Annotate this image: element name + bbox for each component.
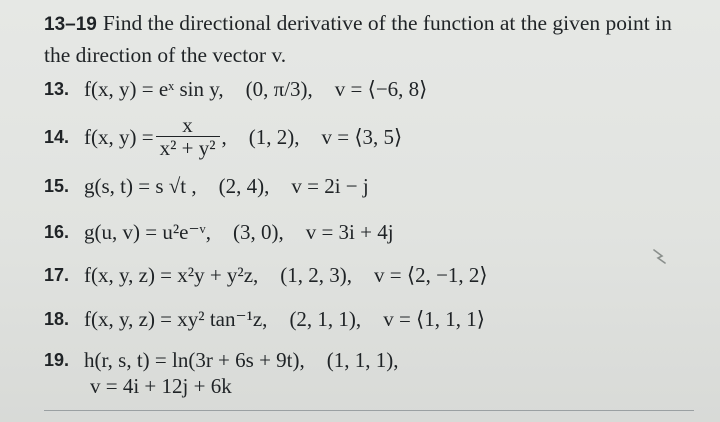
function-expression: g(u, v) = u²e⁻ᵛ, [84,220,211,244]
exercise-range: 13–19 [44,14,97,35]
page-divider [44,410,694,411]
point: (0, π/3), [245,77,313,101]
problem-number: 13. [44,79,70,99]
problem-number: 14. [44,126,70,147]
function-expression-lhs: f(x, y) = [84,124,154,149]
problem-number: 17. [44,265,70,285]
problem-16 [44,219,394,245]
direction-vector: v = ⟨2, −1, 2⟩ [374,263,488,287]
problem-number: 15. [44,176,70,196]
fraction [156,114,220,159]
point: (1, 1, 1), [326,348,399,372]
point: (3, 0), [232,220,284,244]
problem-13 [44,76,427,102]
problem-18 [44,306,485,332]
function-expression: g(s, t) = s √t , [84,174,197,198]
problem-19-vector: v = 4i + 12j + 6k [90,374,232,398]
point: (1, 2), [248,124,300,149]
problem-number: 16. [44,222,70,242]
point: (2, 4), [218,174,270,198]
function-expression: f(x, y) = eˣ sin y, [84,77,224,101]
point: (1, 2, 3), [280,263,353,287]
direction-vector: v = ⟨1, 1, 1⟩ [383,307,485,331]
problem-19 [44,347,399,373]
direction-vector: v = 2i − j [291,174,369,198]
function-expression: f(x, y, z) = xy² tan⁻¹z, [84,307,268,331]
exercise-instructions: Find the directional derivative of the function at the given point in the direction of the vector v. [44,11,672,67]
fraction-denominator: x² + y² [156,136,220,159]
direction-vector: v = ⟨−6, 8⟩ [334,77,428,101]
point: (2, 1, 1), [289,307,362,331]
direction-vector: v = 3i + 4j [305,220,394,244]
fraction-numerator: x [182,113,193,137]
fraction-tail: , [221,124,227,149]
function-expression: h(r, s, t) = ln(3r + 6s + 9t), [84,348,305,372]
pen-mark-icon [650,244,670,268]
exercise-heading [44,8,684,70]
problem-17 [44,262,488,288]
problem-number: 19. [44,350,70,370]
function-expression: f(x, y, z) = x²y + y²z, [84,263,259,287]
problem-15 [44,173,369,199]
problem-14 [44,114,402,159]
direction-vector: v = ⟨3, 5⟩ [321,124,403,149]
problem-number: 18. [44,309,70,329]
